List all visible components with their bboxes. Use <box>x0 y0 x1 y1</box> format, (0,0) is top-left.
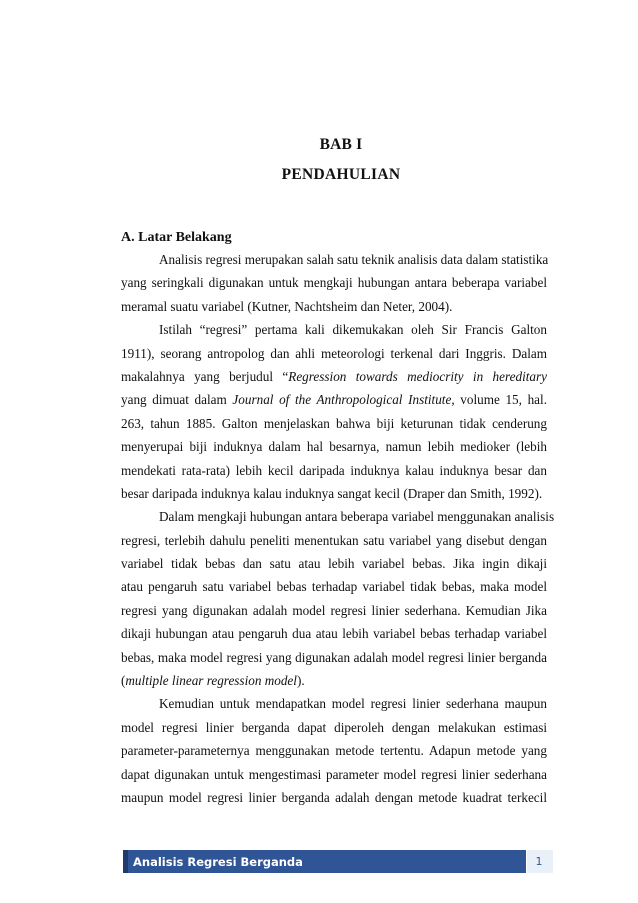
italic-text: multiple linear regression model <box>125 673 297 689</box>
text-line <box>121 669 547 692</box>
text-line <box>121 786 547 809</box>
text-segment: bebas, maka model regresi yang digunakan adalah model regresi linier berganda <box>121 649 547 665</box>
text-line <box>121 318 547 341</box>
text-segment: dikaji hubungan atau pengaruh dua atau lebih variabel bebas terhadap variabel <box>121 626 547 642</box>
text-line <box>121 388 547 411</box>
text-segment: yang seringkali digunakan untuk mengkaji hubungan antara beberapa variabel <box>121 275 547 291</box>
text-segment: makalahnya yang berjudul “ <box>121 368 289 384</box>
text-segment: ). <box>296 673 305 689</box>
italic-text: Regression towards mediocrity in hereditary <box>288 368 547 384</box>
text-line <box>121 739 547 762</box>
text-segment: , volume 15, hal. <box>451 392 547 408</box>
text-segment: Kemudian untuk mendapatkan model regresi linier sederhana maupun <box>159 696 547 712</box>
text-segment: maupun model regresi linier berganda adalah dengan metode kuadrat terkecil <box>121 789 547 805</box>
text-segment: menyerupai biji induknya dalam hal besarnya, namun lebih medioker (lebih <box>121 439 547 455</box>
text-segment: Analisis regresi merupakan salah satu teknik analisis data dalam statistika <box>159 252 549 267</box>
text-segment: meramal suatu variabel (Kutner, Nachtsheim dan Neter, 2004). <box>121 298 453 314</box>
text-segment: regresi, terlebih dahulu peneliti menentukan satu variabel yang disebut dengan <box>121 532 547 548</box>
italic-text: Journal of the Anthropological Institute <box>232 392 452 408</box>
text-segment: yang dimuat dalam <box>121 392 233 408</box>
text-line <box>121 412 547 435</box>
text-line <box>121 505 555 528</box>
text-line <box>121 365 547 388</box>
section-heading: A. Latar Belakang <box>121 230 232 245</box>
text-line <box>121 248 547 271</box>
text-segment: ( <box>121 673 126 689</box>
text-line <box>121 435 547 458</box>
text-segment: variabel tidak bebas dan satu atau lebih variabel bebas. Jika ingin dikaji <box>121 556 547 572</box>
text-segment: dapat digunakan untuk mengestimasi parameter model regresi linier sederhana <box>121 766 547 782</box>
chapter-number: BAB I <box>319 136 363 153</box>
text-segment: besar daripada induknya kalau induknya sangat kecil (Draper dan Smith, 1992). <box>121 485 543 501</box>
text-line <box>121 552 547 575</box>
chapter-title: PENDAHULIAN <box>281 166 401 183</box>
text-line <box>121 295 547 318</box>
text-line <box>121 646 547 669</box>
text-segment: 263, tahun 1885. Galton menjelaskan bahwa biji keturunan tidak cenderung <box>121 415 547 431</box>
text-line <box>121 271 547 294</box>
text-segment: Dalam mengkaji hubungan antara beberapa variabel menggunakan analisis <box>159 509 555 525</box>
text-line <box>121 622 547 645</box>
text-line <box>121 763 547 786</box>
text-segment: model regresi linier berganda dapat diperoleh dengan melakukan estimasi <box>121 719 547 735</box>
text-line <box>121 482 547 505</box>
footer-accent <box>123 850 128 873</box>
text-segment: regresi yang digunakan adalah model regresi linier sederhana. Kemudian Jika <box>121 602 547 618</box>
text-segment: atau pengaruh satu variabel bebas terhadap variabel tidak bebas, maka model <box>121 579 547 595</box>
text-line <box>121 342 547 365</box>
text-segment: 1911), seorang antropolog dan ahli meteorologi terkenal dari Inggris. Dalam <box>121 345 547 361</box>
text-line <box>121 575 547 598</box>
text-segment: mendekati rata-rata) lebih kecil daripada induknya kalau induknya besar dan <box>121 462 547 478</box>
body-text <box>121 248 555 809</box>
text-line <box>121 459 547 482</box>
text-line <box>121 599 547 622</box>
text-line <box>121 692 547 715</box>
text-line <box>121 716 547 739</box>
page-number: 1 <box>535 855 543 868</box>
footer-title: Analisis Regresi Berganda <box>133 855 303 869</box>
text-segment: Istilah “regresi” pertama kali dikemukakan oleh Sir Francis Galton <box>159 322 547 338</box>
text-line <box>121 529 547 552</box>
text-segment: parameter-parameternya menggunakan metode tertentu. Adapun metode yang <box>121 743 547 759</box>
